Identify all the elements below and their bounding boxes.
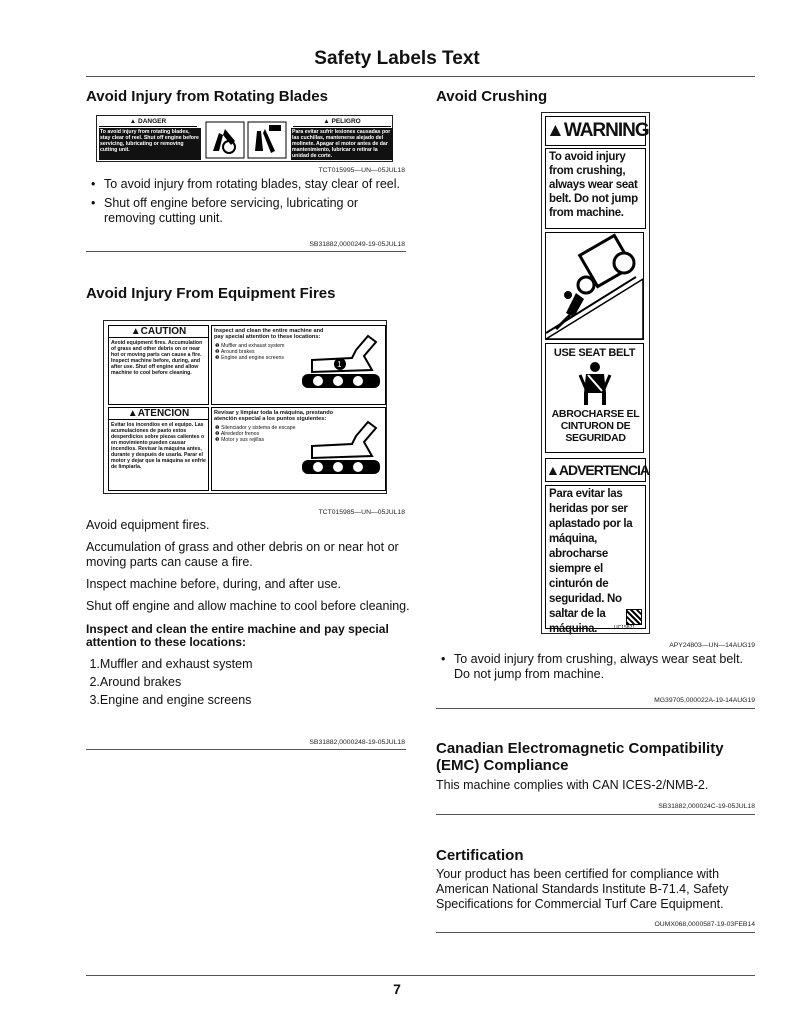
list-item: • To avoid injury from rotating blades, stay clear of reel. bbox=[91, 177, 400, 191]
abrocharse-label: ABROCHARSE EL CINTURON DE SEGURIDAD bbox=[551, 408, 640, 444]
rotating-fig-ref: TCT015995—UN—05JUL18 bbox=[318, 167, 405, 174]
inspect-heading: Inspect and clean the entire machine and pay special attention to these locations: bbox=[86, 622, 389, 649]
cert-doc-ref: OUMX068,0000587-19-03FEB14 bbox=[654, 921, 755, 928]
page-number: 7 bbox=[393, 981, 401, 997]
crushing-bullets bbox=[436, 652, 761, 686]
paragraph: Accumulation of grass and other debris on or near hot or moving parts can cause a fire. bbox=[86, 540, 399, 569]
rotating-doc-ref: SB31882,0000249-19-05JUL18 bbox=[309, 241, 405, 248]
inspect-label-es: Revisar y limpiar toda la máquina, prestando atención especial a los puntos siguientes: bbox=[214, 410, 334, 422]
emc-heading: Canadian Electromagnetic Compatibility (EMC) Compliance bbox=[436, 740, 724, 774]
cert-heading: Certification bbox=[436, 847, 524, 864]
inspect-label-en: Inspect and clean the entire machine and pay special attention to these locations: bbox=[214, 328, 324, 340]
section-divider bbox=[436, 708, 755, 709]
rotating-heading: Avoid Injury from Rotating Blades bbox=[86, 88, 328, 105]
rotating-bullets bbox=[86, 177, 411, 230]
list-item: 3.Engine and engine screens bbox=[86, 693, 252, 707]
paragraph: Shut off engine and allow machine to cool before cleaning. bbox=[86, 599, 410, 613]
fires-fig-ref: TCT015985—UN—05JUL18 bbox=[318, 509, 405, 516]
footer-divider bbox=[86, 975, 755, 976]
blade-hands-pictogram bbox=[205, 121, 287, 159]
svg-text:1: 1 bbox=[337, 360, 342, 369]
warning-word: WARNING bbox=[563, 120, 649, 141]
warning-label: ▲WARNING To avoid injury from crushing, always wear seat belt. Do not jump from machine. USE SEAT BELT ABROCHARSE EL CINTURON DE SEGURIDAD ▲ADVERTENCIA Para evitar las heridas por ser aplastado por la máquina, abrocharse siempre el cinturón de seguridad. No saltar de la máquina. UC15821 bbox=[541, 112, 650, 634]
list-item: 2.Around brakes bbox=[86, 675, 182, 689]
section-divider bbox=[86, 251, 406, 252]
seat-belt-icon bbox=[576, 361, 614, 405]
atencion-text: Evitar los incendios en el equipo. Las acumulaciones de pasto estos desperdicios sobre piezas calientes o en movimiento pueden causar incendios. Revisar la máquina antes, durante y después de usarla. Parar el motor y dejar que la máquina se enfríe de limpiarla. bbox=[111, 422, 206, 470]
label-code: UC15821 bbox=[614, 625, 636, 631]
paragraph: Inspect machine before, during, and after use. bbox=[86, 577, 342, 591]
qr-code-icon bbox=[626, 609, 642, 625]
section-divider bbox=[86, 749, 406, 750]
list-item: • To avoid injury from crushing, always wear seat belt. Do not jump from machine. bbox=[441, 652, 744, 681]
fires-paragraphs bbox=[86, 518, 411, 709]
fires-doc-ref: SB31882,0000248-19-05JUL18 bbox=[309, 739, 405, 746]
title-divider bbox=[86, 76, 755, 77]
paragraph: Avoid equipment fires. bbox=[86, 518, 210, 532]
list-item: 1.Muffler and exhaust system bbox=[86, 657, 253, 671]
peligro-word: PELIGRO bbox=[331, 118, 361, 125]
list-item: • Shut off engine before servicing, lubricating or removing cutting unit. bbox=[91, 196, 359, 225]
cert-text: Your product has been certified for compliance with American National Standards Institute B-71.4, Safety Specifications for Commercial Turf Care Equipment. bbox=[436, 867, 729, 911]
atencion-word: ATENCION bbox=[137, 408, 190, 419]
danger-word: DANGER bbox=[138, 118, 167, 125]
fires-heading: Avoid Injury From Equipment Fires bbox=[86, 285, 336, 302]
crushing-heading: Avoid Crushing bbox=[436, 88, 548, 105]
caution-label: ▲CAUTION Avoid equipment fires. Accumulation of grass and other debris on or near hot or moving parts can cause a fire. Inspect machine before, during, and after use. Shut off engine and allow machine to cool before cleaning. Inspect and clean the entire machine and pay special attention to these locations: ❶ Muffler and exhaust system ❷ Around brakes ❸ Engine and engine screens 1 ▲ATENCION Evitar los incendios en el equipo. Las acumulaciones de pasto estos desperdicios sobre piezas calientes o en movimiento pueden causar incendios. Revisar la máquina antes, durante y después de usarla. Parar el motor y dejar que la máquina se enfríe de limpiarla. Revisar y limpiar toda la máquina, prestando atención especial a los puntos siguientes: ❶ Silenciador y sistema de escape ❷ Alrededor frenos ❸ Motor y sus rejillas bbox=[103, 320, 387, 494]
advertencia-text: Para evitar las heridas por ser aplastado por la máquina, abrocharse siempre el cinturón de seguridad. No saltar de la máquina. bbox=[545, 485, 646, 629]
use-seat-belt-label: USE SEAT BELT bbox=[553, 347, 636, 359]
emc-text: This machine complies with CAN ICES-2/NMB-2. bbox=[436, 778, 709, 792]
advertencia-word: ADVERTENCIA bbox=[558, 462, 649, 478]
mower-pictogram bbox=[292, 416, 382, 486]
rollover-pictogram bbox=[545, 232, 644, 340]
danger-text-en: To avoid injury from rotating blades, stay clear of reel. Shut off engine before servicing, lubricating or removing cutting unit. bbox=[99, 128, 201, 160]
caution-word: CAUTION bbox=[140, 326, 187, 337]
page-title: Safety Labels Text bbox=[314, 48, 480, 69]
crushing-fig-ref: APY24803—UN—14AUG19 bbox=[669, 642, 755, 649]
danger-text-es: Para evitar sufrir lesiones causadas por las cuchillas, mantenerse alejado del molinete. Apagar el motor antes de dar mantenimiento, lubricar o retirar la unidad de corte. bbox=[291, 128, 393, 160]
emc-doc-ref: SB31882,000024C-19-05JUL18 bbox=[658, 803, 755, 810]
caution-text: Avoid equipment fires. Accumulation of grass and other debris on or near hot or moving parts can cause a fire. Inspect machine before, during, and after use. Shut off engine and allow machine to cool before cleaning. bbox=[111, 340, 203, 376]
mower-pictogram bbox=[292, 330, 382, 400]
crushing-doc-ref: MG39705,000022A-19-14AUG19 bbox=[654, 697, 755, 704]
section-divider bbox=[436, 814, 755, 815]
section-divider bbox=[436, 932, 755, 933]
warning-text: To avoid injury from crushing, always wear seat belt. Do not jump from machine. bbox=[545, 148, 646, 229]
danger-label: ▲ DANGER ▲ PELIGRO To avoid injury from rotating blades, stay clear of reel. Shut off engine before servicing, lubricating or removing cutting unit. Para evitar sufrir lesiones causadas por las cuchillas, mantenerse alejado del molinete. Apagar el motor antes de dar mantenimiento, lubricar o retirar la unidad de corte. bbox=[96, 115, 393, 162]
